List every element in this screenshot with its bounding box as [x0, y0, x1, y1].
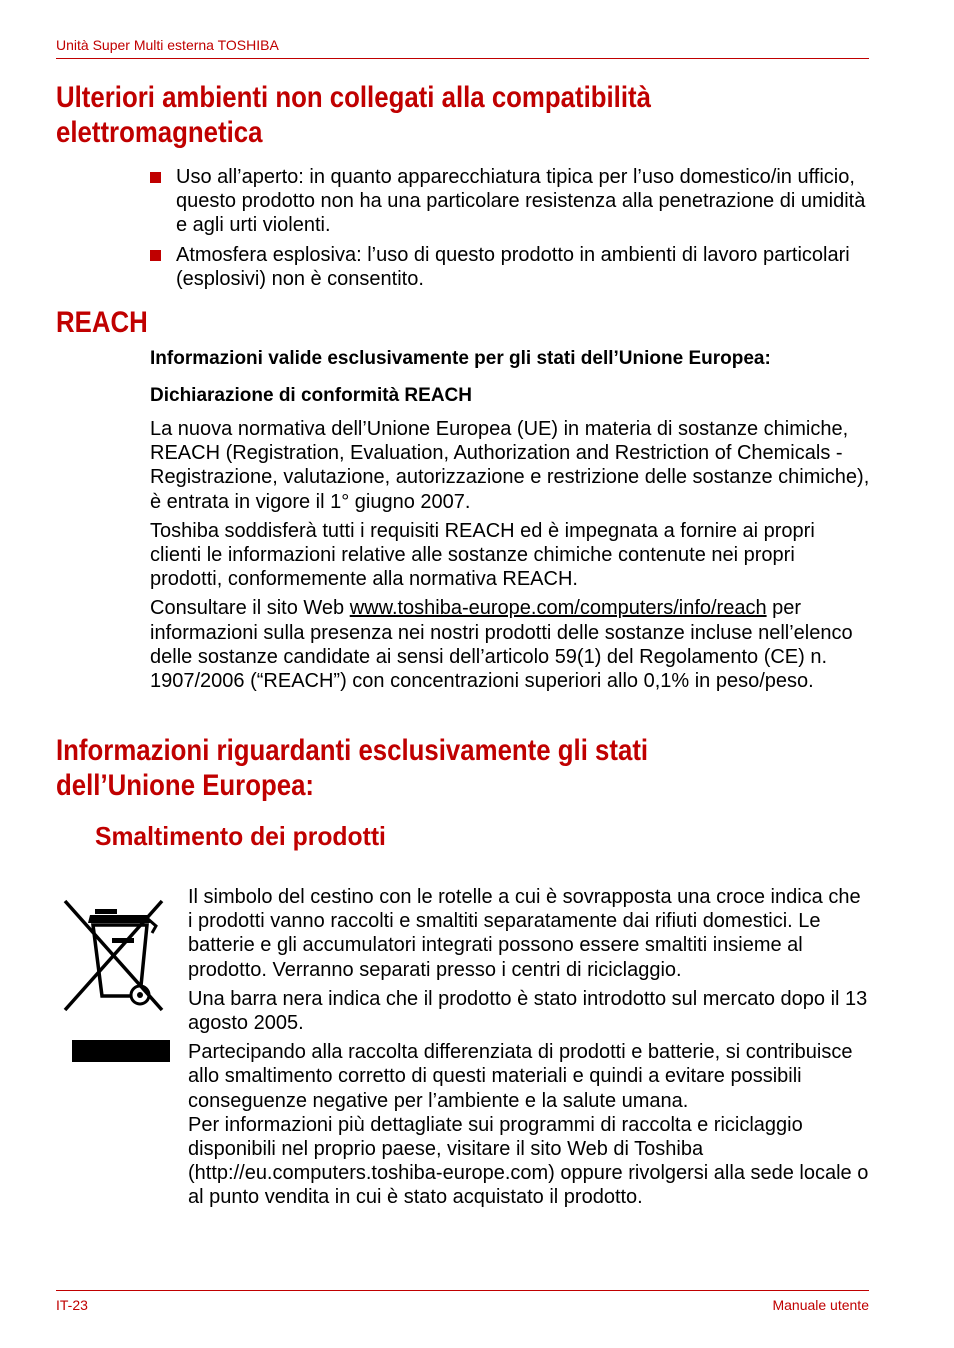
disposal-body [188, 885, 870, 1210]
footer-rule [56, 1290, 869, 1291]
reach-paragraph-3-prefix: Consultare il sito Web [150, 597, 350, 620]
reach-paragraph-1: La nuova normativa dell’Unione Europea (UE) in materia di sostanze chimiche, REACH (Registration, Evaluation, Authorization and Restriction of Chemicals - Registrazione, valutazione, autorizzazione e restrizione delle sostanze chimiche), è entrata in vigore il 1° giugno 2007. [150, 418, 870, 513]
reach-body [150, 417, 870, 693]
crossed-out-wheelie-bin-icon [60, 893, 172, 1063]
section-heading-reach: REACH [56, 306, 148, 339]
header-rule [56, 58, 869, 59]
bullet-item [150, 165, 870, 238]
section-heading-emc-line1: Ulteriori ambienti non collegati alla compatibilità [56, 81, 651, 114]
reach-paragraph-3-suffix: per informazioni sulla presenza nei nostri prodotti delle sostanze incluse nell’elenco delle sostanze candidate ai sensi dell’articolo 59(1) del Regolamento (CE) n. 1907/2006 (“REACH”) con concentrazioni superiori allo 0,1% in peso/peso. [150, 597, 853, 693]
bullet-square-icon [150, 250, 161, 261]
bullet-square-icon [150, 172, 161, 183]
reach-paragraph-2: Toshiba soddisferà tutti i requisiti REACH ed è impegnata a fornire ai propri clienti le informazioni relative alle sostanze chimiche contenute nei propri prodotti, conformemente alla normativa REACH. [150, 519, 815, 591]
reach-paragraph-3 [150, 596, 870, 693]
section-heading-emc-line2: elettromagnetica [56, 116, 263, 149]
running-header: Unità Super Multi esterna TOSHIBA [56, 37, 279, 53]
disposal-paragraph-2: Una barra nera indica che il prodotto è stato introdotto sul mercato dopo il 13 agosto 2005. [188, 987, 868, 1035]
disposal-paragraph-3: Partecipando alla raccolta differenziata di prodotti e batterie, si contribuisce allo smaltimento corretto di questi materiali e quindi a evitare possibili conseguenze negative per l’ambiente e la salute umana. [188, 1041, 853, 1112]
reach-eu-subheading: Informazioni valide esclusivamente per gli stati dell’Unione Europea: [150, 348, 771, 369]
reach-declaration-subheading: Dichiarazione di conformità REACH [150, 385, 472, 406]
disposal-paragraph-1: Il simbolo del cestino con le rotelle a cui è sovrapposta una croce indica che i prodotti vanno raccolti e smaltiti separatamente dai rifiuti domestici. Le batterie e gli accumulatori integrati possono essere smaltiti insieme al prodotto. Verranno separati presso i centri di riciclaggio. [188, 886, 861, 981]
bullet-item [150, 243, 870, 291]
footer-page-number: IT-23 [56, 1297, 88, 1313]
section-heading-eu-line1: Informazioni riguardanti esclusivamente gli stati [56, 734, 649, 767]
footer-manual-title: Manuale utente [772, 1297, 869, 1313]
disposal-paragraph-4: Per informazioni più dettagliate sui programmi di raccolta e riciclaggio disponibili nel proprio paese, visitare il sito Web di Toshiba (http://eu.computers.toshiba-europe.com) oppure rivolgersi alla sede locale o al punto vendita in cui è stato acquistato il prodotto. [188, 1113, 869, 1209]
bullet-text: Uso all’aperto: in quanto apparecchiatura tipica per l’uso domestico/in ufficio, questo prodotto non ha una particolare resistenza alla penetrazione di umidità e agli urti violenti. [176, 166, 866, 237]
disposal-subheading: Smaltimento dei prodotti [95, 821, 386, 851]
section-heading-eu-line2: dell’Unione Europea: [56, 769, 315, 802]
reach-info-link[interactable]: www.toshiba-europe.com/computers/info/reach [349, 597, 767, 620]
bullet-text: Atmosfera esplosiva: l’uso di questo prodotto in ambienti di lavoro particolari (esplosivi) non è consentito. [176, 244, 850, 291]
